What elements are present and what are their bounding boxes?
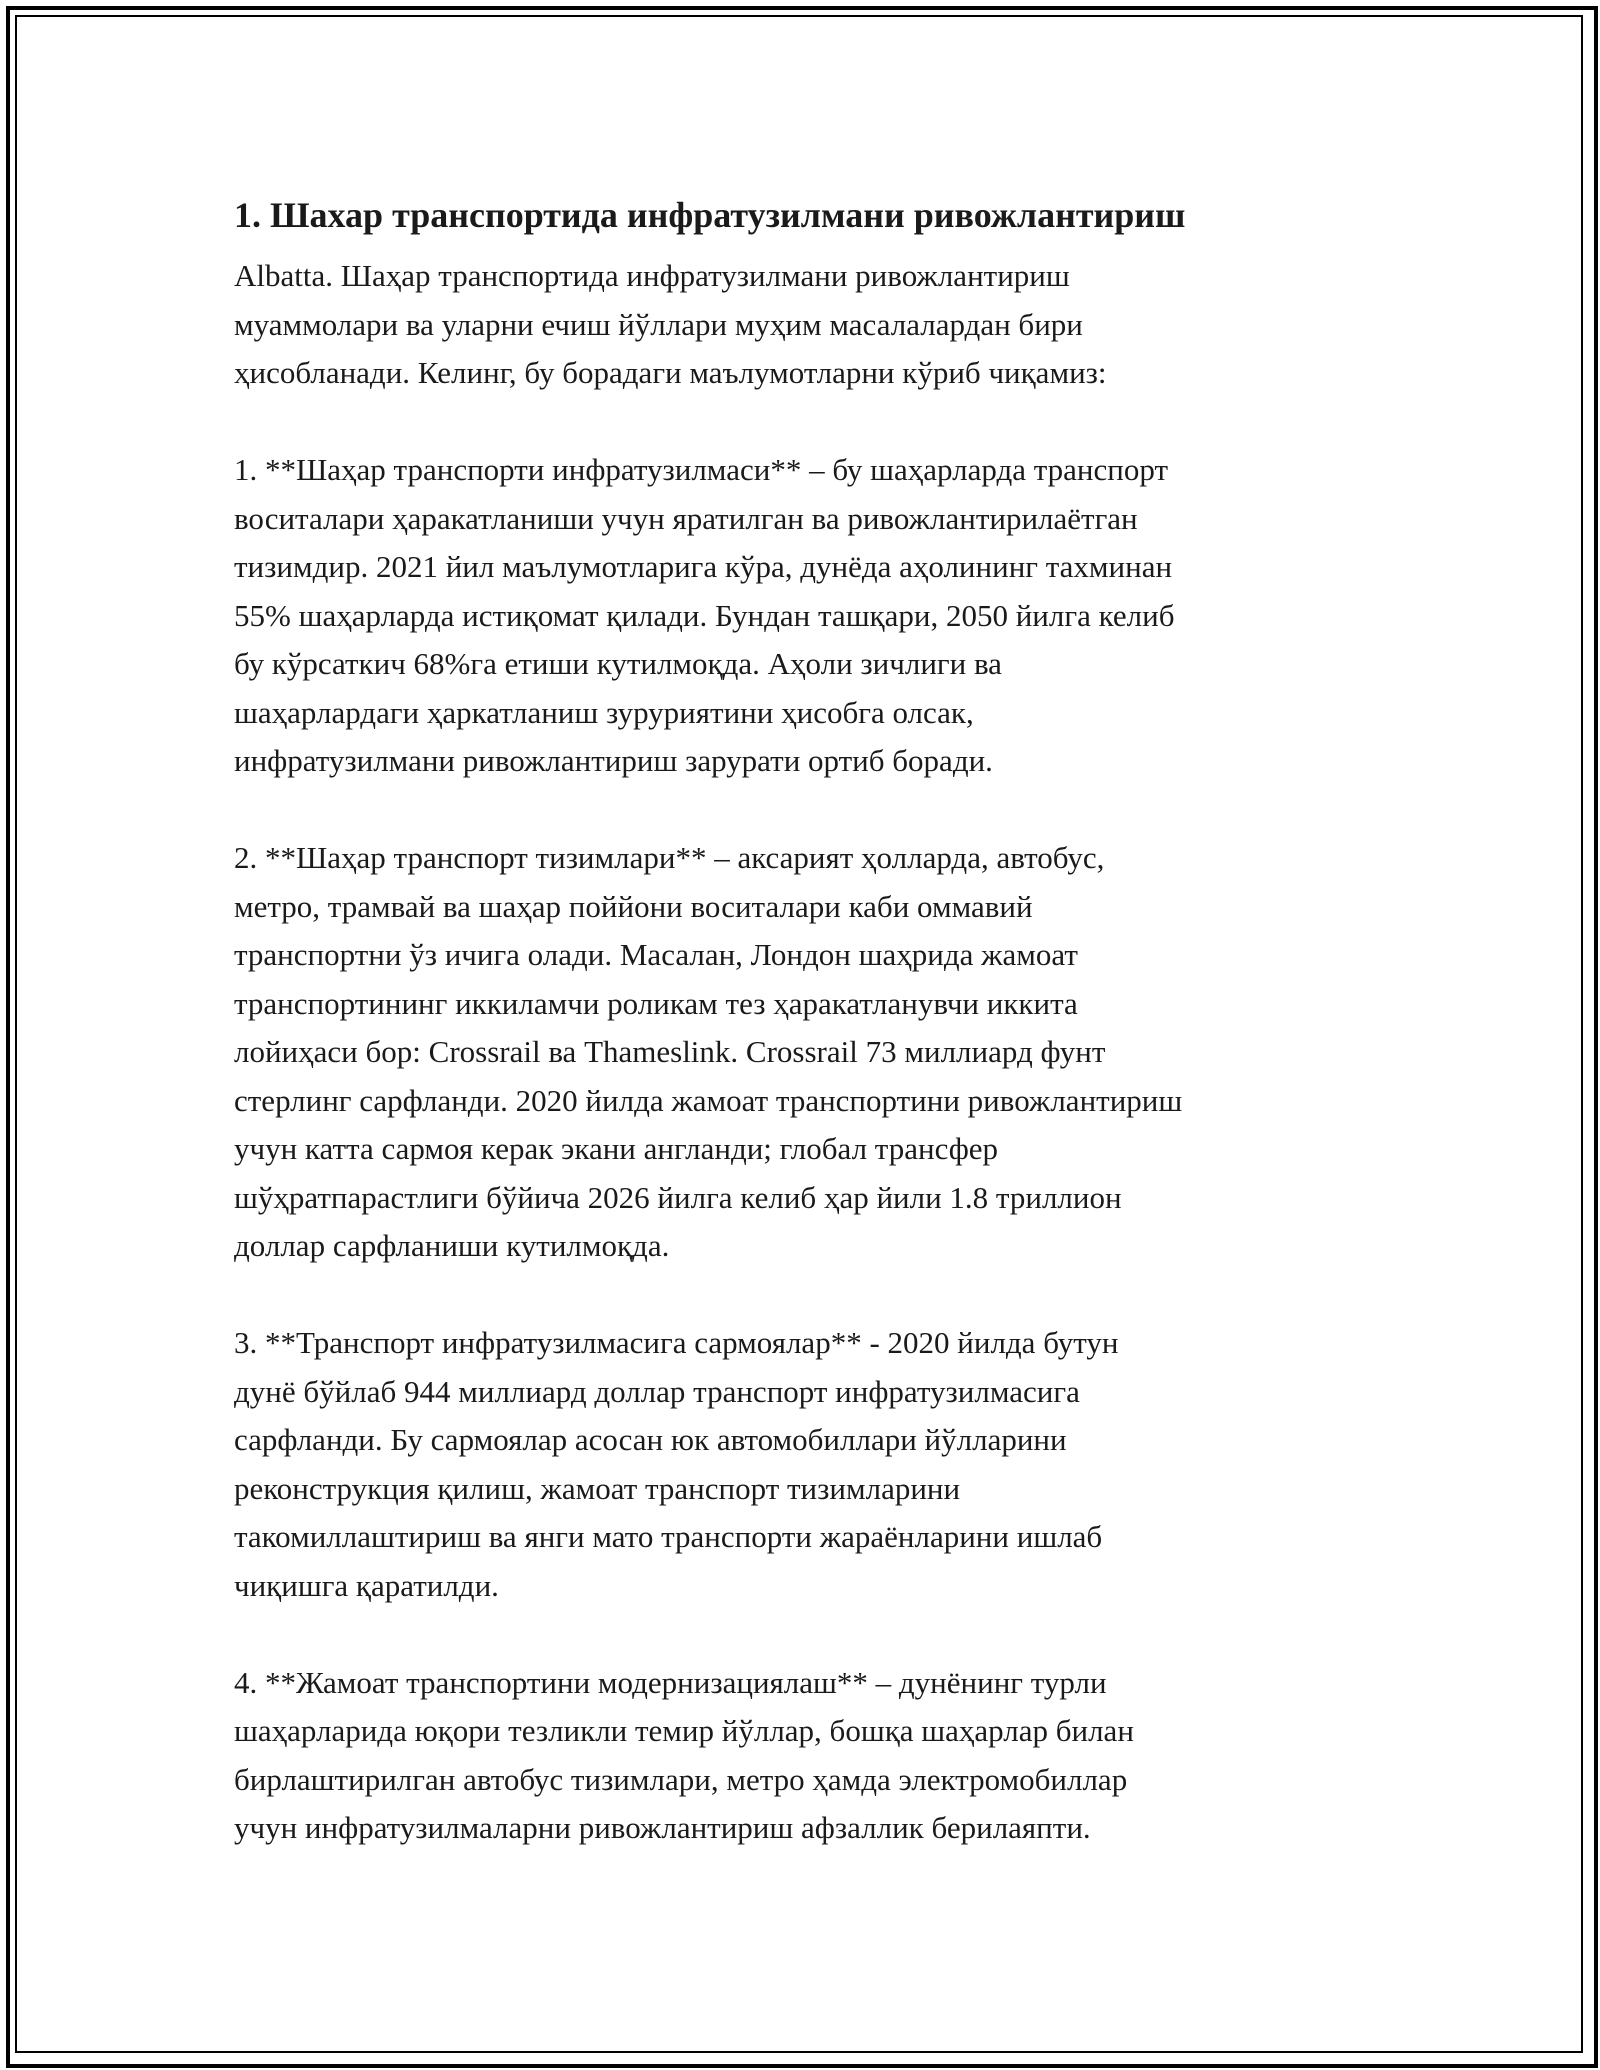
paragraph-line: 3. **Транспорт инфратузилмасига сармоялар** - 2020 йилда бутун <box>234 1325 1119 1360</box>
paragraph-line: ҳисобланади. Келинг, бу борадаги маълумотларни кўриб чиқамиз: <box>234 355 1107 390</box>
paragraph-line: 55% шаҳарларда истиқомат қилади. Бундан ташқари, 2050 йилга келиб <box>234 597 1175 633</box>
paragraph-line: шаҳарлардаги ҳаркатланиш зуруриятини ҳисобга олсак, <box>234 694 974 730</box>
list-item-4 <box>234 1659 1394 1853</box>
paragraph-line: транспортининг иккиламчи роликам тез ҳаракатланувчи иккита <box>234 985 1078 1021</box>
paragraph-line: транспортни ўз ичига олади. Масалан, Лондон шаҳрида жамоат <box>234 937 1078 972</box>
paragraph-line: 2. **Шаҳар транспорт тизимлари** – аксарият ҳолларда, автобус, <box>234 840 1105 875</box>
paragraph-line: воситалари ҳаракатланиши учун яратилган ва ривожлантирилаётган <box>234 500 1138 536</box>
paragraph-line: инфратузилмани ривожлантириш зарурати ортиб боради. <box>234 743 993 778</box>
paragraph-line: дунё бўйлаб 944 миллиард доллар транспорт инфратузилмасига <box>234 1373 1080 1409</box>
paragraph-line: тизимдир. 2021 йил маълумотларига кўра, дунёда аҳолининг тахминан <box>234 549 1173 584</box>
paragraph-line: Albatta. Шаҳар транспортида инфратузилмани ривожлантириш <box>234 258 1070 293</box>
paragraph-line: лойиҳаси бор: Crossrail ва Thameslink. Crossrail 73 миллиард фунт <box>234 1034 1106 1069</box>
document-body <box>234 186 1394 1853</box>
list-item-1 <box>234 446 1394 786</box>
paragraph-line: учун катта сармоя керак экани англанди; глобал трансфер <box>234 1131 999 1166</box>
paragraph-line: сарфланди. Бу сармоялар асосан юк автомобиллари йўлларини <box>234 1422 1067 1457</box>
list-item-3 <box>234 1319 1394 1610</box>
paragraph-line: учун инфратузилмаларни ривожлантириш афзаллик берилаяпти. <box>234 1810 1091 1845</box>
paragraph-line: бу кўрсаткич 68%га етиши кутилмоқда. Аҳоли зичлиги ва <box>234 646 1002 681</box>
paragraph-line: муаммолари ва уларни ечиш йўллари муҳим масалалардан бири <box>234 306 1083 342</box>
paragraph-line: 4. **Жамоат транспортини модернизациялаш** – дунёнинг турли <box>234 1664 1107 1700</box>
paragraph-line: реконструкция қилиш, жамоат транспорт тизимларини <box>234 1470 961 1506</box>
paragraph-line: чиқишга қаратилди. <box>234 1567 499 1603</box>
paragraph-line: метро, трамвай ва шаҳар поййони воситалари каби оммавий <box>234 888 1033 924</box>
paragraph-line: такомиллаштириш ва янги мато транспорти жараёнларини ишлаб <box>234 1519 1103 1554</box>
intro-paragraph <box>234 252 1394 398</box>
paragraph-line: бирлаштирилган автобус тизимлари, метро ҳамда электромобиллар <box>234 1761 1128 1797</box>
paragraph-line: шаҳарларида юқори тезликли темир йўллар, бошқа шаҳарлар билан <box>234 1713 1134 1748</box>
paragraph-line: шўҳратпарастлиги бўйича 2026 йилга келиб ҳар йили 1.8 триллион <box>234 1179 1122 1215</box>
paragraph-line: стерлинг сарфланди. 2020 йилда жамоат транспортини ривожлантириш <box>234 1082 1183 1118</box>
paragraph-line: 1. **Шаҳар транспорти инфратузилмаси** – бу шаҳарларда транспорт <box>234 452 1169 487</box>
document-title: 1. Шахар транспортида инфратузилмани ривожлантириш <box>234 195 1186 235</box>
list-item-2 <box>234 834 1394 1271</box>
paragraph-line: доллар сарфланиши кутилмоқда. <box>234 1228 670 1263</box>
